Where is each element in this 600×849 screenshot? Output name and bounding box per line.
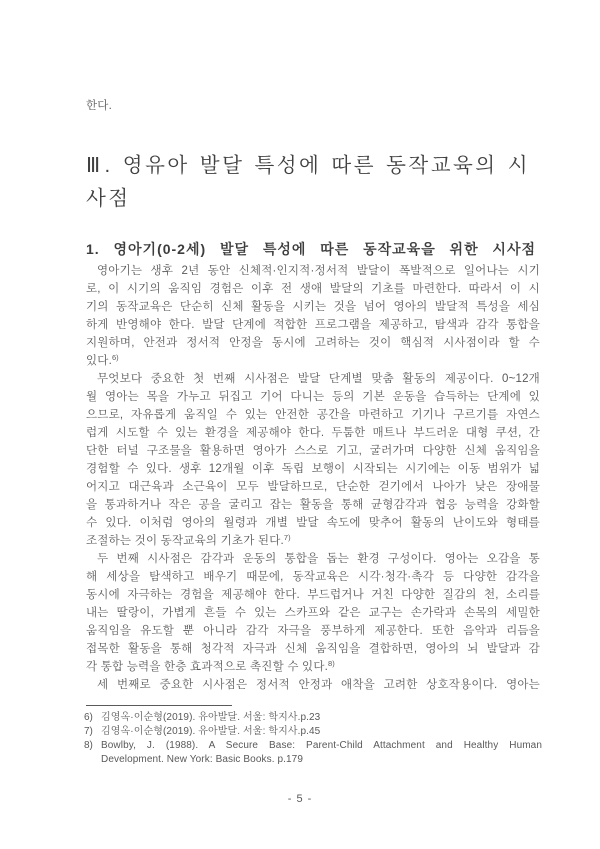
paragraph-3 xyxy=(86,550,540,676)
body-text: 조절하는 것이 동작교육의 기초가 된다. xyxy=(86,535,284,547)
footnote-text: 김영옥·이순형(2019). 유아발달. 서울: 학지사.p.45 xyxy=(101,726,321,737)
body-line: 럽게 시도할 수 있는 환경을 제공해야 한다. 두툼한 매트나 부드러운 대형 쿠션, 간 xyxy=(86,427,540,439)
chapter-heading xyxy=(86,150,530,215)
footnote-text: Development. New York: Basic Books. p.179 xyxy=(101,754,303,765)
body-line: 세 번째로 중요한 시사점은 정서적 안정과 애착을 고려한 상호작용이다. 영아는 xyxy=(97,679,540,691)
footnote-ref-6: 6) xyxy=(112,353,119,362)
body-line: 단한 터널 구조물을 활용하면 영아가 스스로 기고, 굴러가며 다양한 신체 움직임을 xyxy=(86,445,540,457)
body-line: 으므로, 자유롭게 움직일 수 있는 안전한 공간을 마련하고 기기나 구르기를 자연스 xyxy=(86,409,540,421)
section-heading: 1. 영아기(0-2세) 발달 특성에 따른 동작교육을 위한 시사점 xyxy=(86,241,536,257)
paragraph-4 xyxy=(86,676,540,694)
chapter-heading-line-2: 사점 xyxy=(86,186,131,210)
body-line: 접목한 활동을 통해 청각적 자극과 신체 움직임을 결합하면, 영아의 뇌 발달과 감 xyxy=(86,643,540,655)
body-line: 로, 이 시기의 움직임 경험은 이후 전 생애 발달의 기초를 마련한다. 따라서 이 시 xyxy=(86,283,540,295)
footnotes-block xyxy=(84,711,542,767)
body-text: 있다. xyxy=(86,355,113,367)
footnote-text: Bowlby, J. (1988). A Secure Base: Parent-Child Attachment and Healthy Human xyxy=(101,740,542,751)
paragraph-2 xyxy=(86,370,540,550)
body-line: 두 번째 시사점은 감각과 운동의 통합을 돕는 환경 구성이다. 영아는 오감을 통 xyxy=(97,553,540,565)
body-text: 각 통합 능력을 한층 효과적으로 촉진할 수 있다. xyxy=(86,661,329,673)
body-line-last xyxy=(86,658,540,676)
continuation-text: 한다. xyxy=(86,100,113,112)
footnote-item-7 xyxy=(84,725,542,739)
footnote-ref-7: 7) xyxy=(283,533,291,542)
body-line: 하게 반영해야 한다. 발달 단계에 적합한 프로그램을 제공하고, 탐색과 감각 통합을 xyxy=(86,319,540,331)
footnote-divider xyxy=(86,705,232,706)
body-line: 어지고 대근육과 소근육이 모두 발달하므로, 단순한 걷기에서 나아가 낮은 장애물 xyxy=(86,481,540,493)
page-number: - 5 - xyxy=(287,793,313,805)
footnote-item-8 xyxy=(84,739,542,767)
body-line: 내는 딸랑이, 가볍게 흔들 수 있는 스카프와 같은 교구는 손가락과 손목의 세밀한 xyxy=(86,607,540,619)
body-line: 수 있다. 이처럼 영아의 월령과 개별 발달 속도에 맞추어 활동의 난이도와 형태를 xyxy=(86,517,540,529)
paragraph-1 xyxy=(86,262,540,370)
footnote-marker: 6) xyxy=(84,712,93,723)
body-line: 지원하며, 안전과 정서적 안정을 동시에 고려하는 것이 핵심적 시사점이라 할 수 xyxy=(86,337,540,349)
body-line: 경험할 수 있다. 생후 12개월 이후 독립 보행이 시작되는 시기에는 이동 범위가 넓 xyxy=(86,463,540,475)
chapter-heading-line-1: Ⅲ. 영유아 발달 특성에 따른 동작교육의 시 xyxy=(86,154,530,177)
body-line: 동시에 자극하는 경험을 제공해야 한다. 부드럽거나 거친 다양한 질감의 천, 소리를 xyxy=(86,589,540,601)
body-line: 무엇보다 중요한 첫 번째 시사점은 발달 단계별 맞춤 활동의 제공이다. 0~12개 xyxy=(97,373,540,385)
body-line: 움직임을 유도할 뿐 아니라 감각 자극을 풍부하게 제공한다. 또한 음악과 리듬을 xyxy=(86,625,540,637)
body-line-last xyxy=(86,532,540,550)
body-line: 기의 동작교육은 단순히 신체 활동을 시키는 것을 넘어 영아의 발달적 특성을 세심 xyxy=(86,301,540,313)
body-line-last xyxy=(86,352,540,370)
footnote-marker: 8) xyxy=(84,740,93,751)
body-line: 영아기는 생후 2년 동안 신체적·인지적·정서적 발달이 폭발적으로 일어나는 시기 xyxy=(97,265,540,277)
footnote-ref-8: 8) xyxy=(328,659,335,668)
body-line: 을 통과하거나 작은 공을 굴리고 잡는 활동을 통해 균형감각과 협응 능력을 강화할 xyxy=(86,499,540,511)
footnote-item-6 xyxy=(84,711,542,725)
footnote-marker: 7) xyxy=(84,726,93,737)
body-line: 해 세상을 탐색하고 배우기 때문에, 동작교육은 시각·청각·촉각 등 다양한 감각을 xyxy=(86,571,540,583)
footnote-text: 김영옥·이순형(2019). 유아발달. 서울: 학지사.p.23 xyxy=(101,712,321,723)
body-line: 월 영아는 목을 가누고 뒤집고 기어 다니는 등의 기본 운동을 습득하는 단계에 있 xyxy=(86,391,540,403)
